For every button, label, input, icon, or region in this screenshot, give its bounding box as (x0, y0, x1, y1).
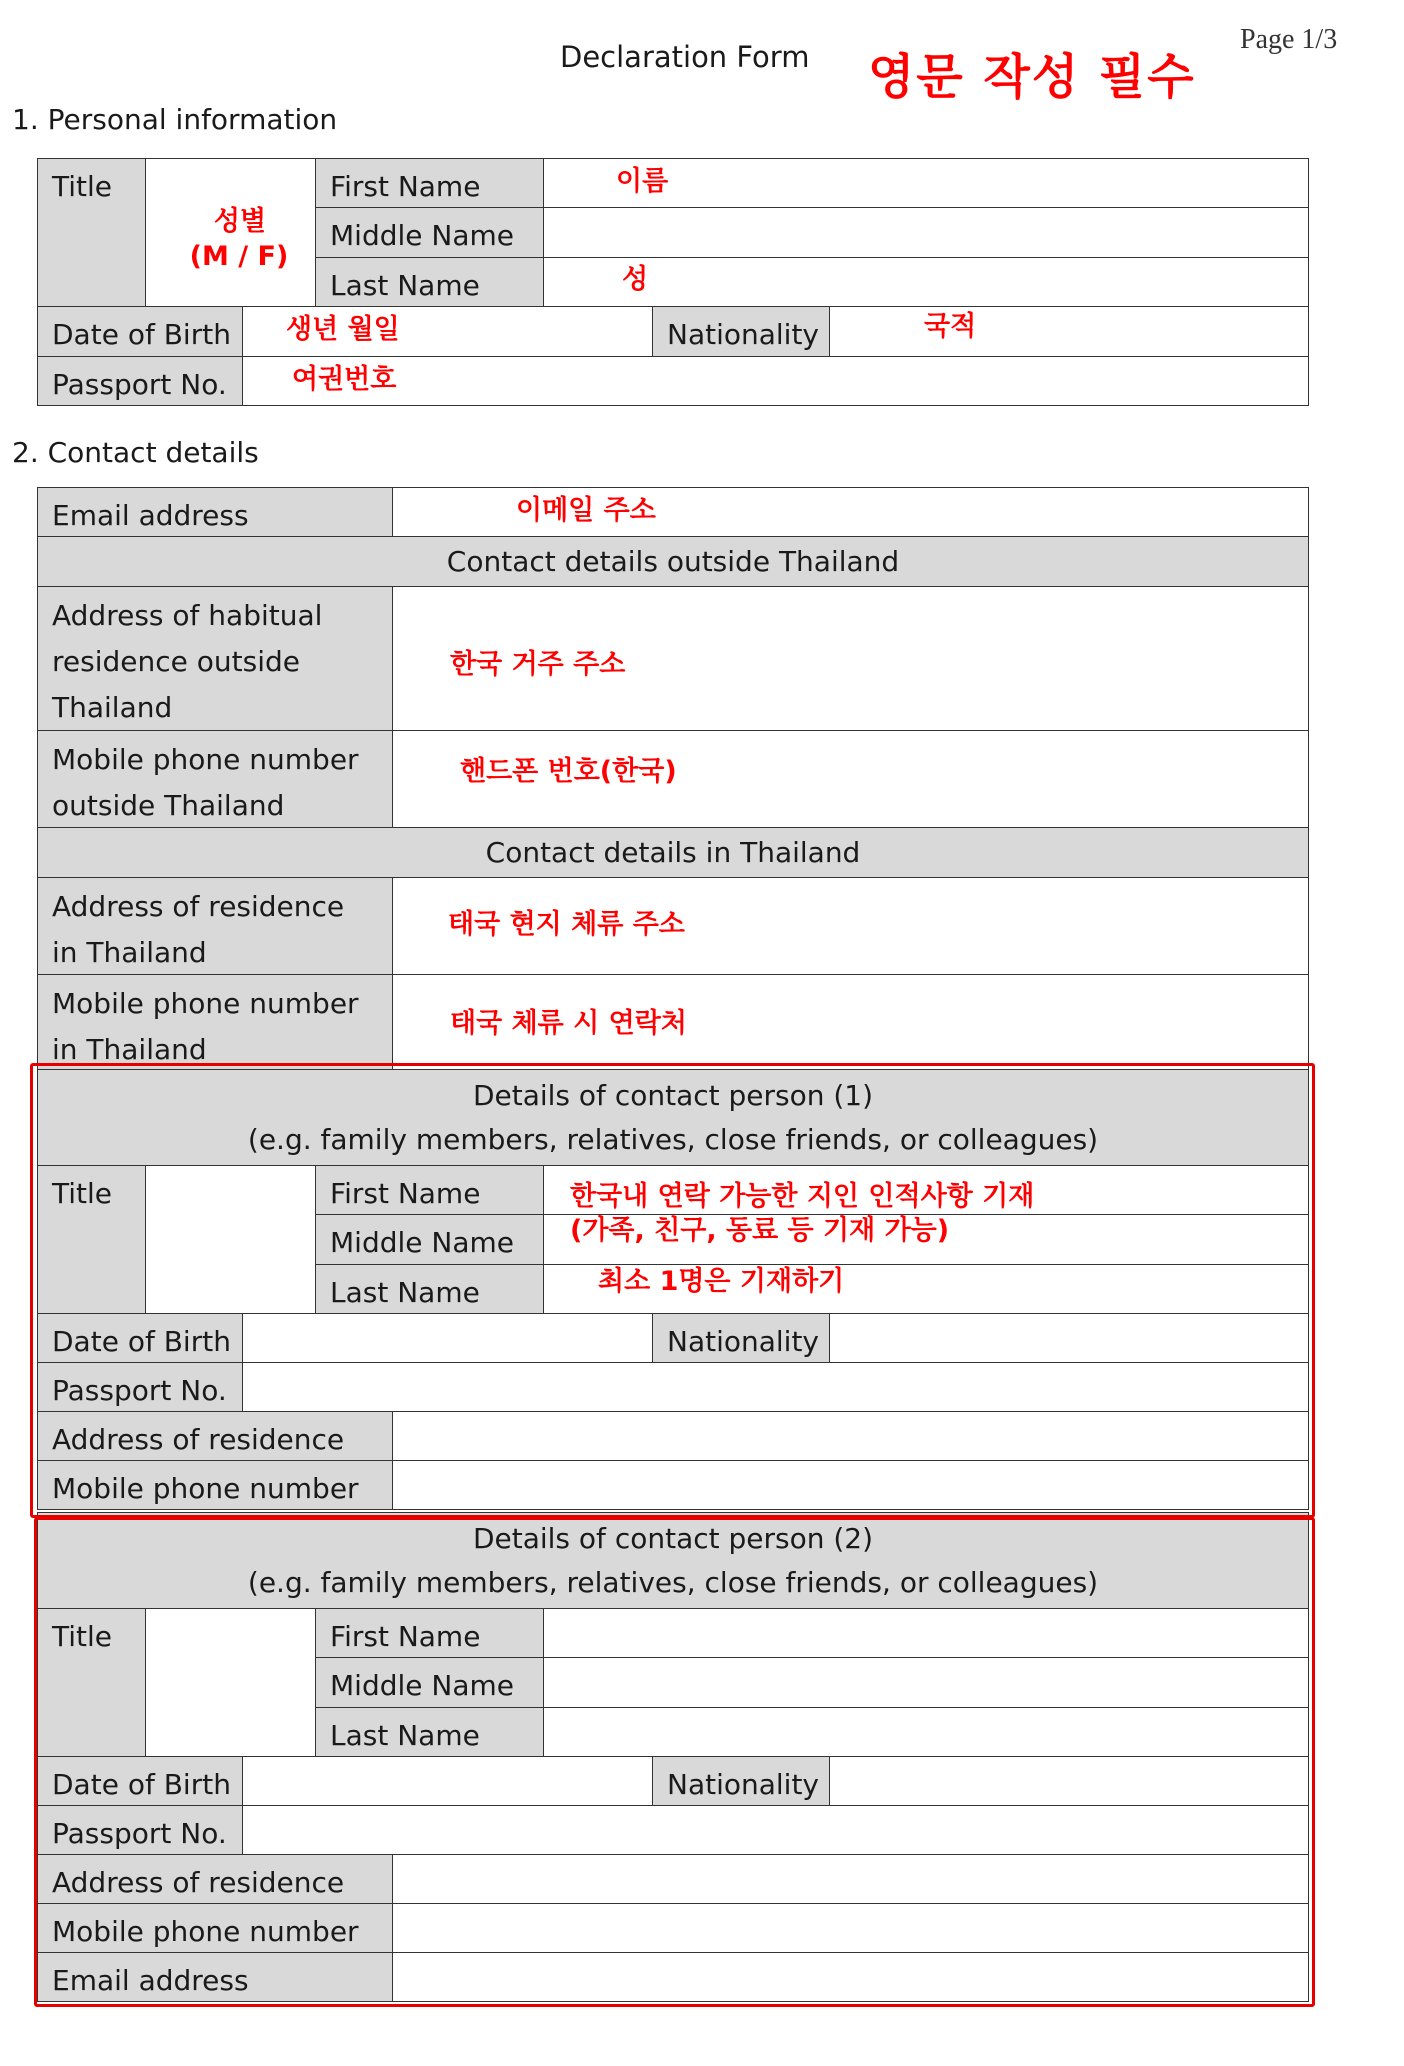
nationality-label: Nationality (667, 318, 820, 351)
dob-label-cell (37, 306, 243, 357)
annotation-contact-person-line3: 최소 1명은 기재하기 (598, 1266, 845, 1297)
first-name-label: First Name (330, 170, 481, 203)
contact-person-2-heading: Details of contact person (2) (472, 1521, 874, 1555)
section-personal-info-heading: 1. Personal information (12, 103, 338, 136)
title-label-cell (37, 158, 146, 307)
cp2-passport-label: Passport No. (52, 1817, 227, 1850)
mobile-outside-label: Mobile phone number outside Thailand (52, 743, 359, 822)
cp1-address-label: Address of residence (52, 1423, 345, 1456)
annotation-address-korea: 한국 거주 주소 (450, 649, 626, 680)
annotation-contact-person-line2: (가족, 친구, 동료 등 기재 가능) (570, 1215, 950, 1246)
first-name-label-cell (315, 158, 544, 208)
cp2-title-label: Title (52, 1620, 113, 1653)
cp2-middle-name-label: Middle Name (330, 1669, 514, 1702)
outside-thailand-heading: Contact details outside Thailand (446, 544, 900, 578)
cp1-dob-label: Date of Birth (52, 1325, 231, 1358)
annotation-nationality: 국적 (924, 311, 977, 342)
contact-person-2-highlight (34, 1517, 1315, 2007)
english-required-note: 영문 작성 필수 (868, 49, 1196, 105)
nationality-input-cell[interactable] (829, 306, 1309, 357)
nationality-label-cell (652, 306, 830, 357)
annotation-email: 이메일 주소 (516, 495, 656, 526)
last-name-input-cell[interactable] (543, 257, 1309, 307)
cp1-middle-name-label: Middle Name (330, 1226, 514, 1259)
cp2-dob-label: Date of Birth (52, 1768, 231, 1801)
cp2-address-label: Address of residence (52, 1866, 345, 1899)
passport-label-cell (37, 356, 243, 406)
cp2-email-label: Email address (52, 1964, 249, 1997)
last-name-label: Last Name (330, 269, 480, 302)
annotation-contact-person-line1: 한국내 연락 가능한 지인 인적사항 기재 (570, 1181, 1035, 1212)
page-number: Page 1/3 (1240, 24, 1338, 55)
last-name-label-cell (315, 257, 544, 307)
annotation-first-name: 이름 (616, 166, 669, 197)
cp1-passport-label: Passport No. (52, 1374, 227, 1407)
middle-name-label-cell (315, 207, 544, 258)
email-label-cell (37, 487, 393, 537)
section-contact-details-heading: 2. Contact details (12, 436, 259, 469)
contact-person-1-heading: Details of contact person (1) (472, 1078, 874, 1112)
cp2-first-name-label: First Name (330, 1620, 481, 1653)
address-outside-label: Address of habitual residence outside Thailand (52, 599, 323, 724)
contact-person-1-subheading: (e.g. family members, relatives, close friends, or colleagues) (247, 1122, 1099, 1156)
cp2-nationality-label: Nationality (667, 1768, 820, 1801)
mobile-inside-label: Mobile phone number in Thailand (52, 987, 359, 1066)
annotation-mobile-korea: 핸드폰 번호(한국) (460, 756, 677, 787)
middle-name-input-cell[interactable] (543, 207, 1309, 258)
address-inside-label-cell (37, 877, 393, 975)
passport-input-cell[interactable] (242, 356, 1309, 406)
annotation-passport: 여권번호 (292, 364, 397, 395)
mobile-inside-label-cell (37, 974, 393, 1070)
annotation-contact-thailand: 태국 체류 시 연락처 (450, 1008, 687, 1039)
passport-label: Passport No. (52, 368, 227, 401)
annotation-address-thailand: 태국 현지 체류 주소 (448, 909, 685, 940)
annotation-gender: 성별 (213, 206, 267, 237)
cp1-first-name-label: First Name (330, 1177, 481, 1210)
contact-person-2-subheading: (e.g. family members, relatives, close friends, or colleagues) (247, 1565, 1099, 1599)
cp2-mobile-label: Mobile phone number (52, 1915, 359, 1948)
cp1-last-name-label: Last Name (330, 1276, 480, 1309)
cp1-title-label: Title (52, 1177, 113, 1210)
dob-label: Date of Birth (52, 318, 231, 351)
form-title: Declaration Form (560, 40, 810, 74)
cp2-last-name-label: Last Name (330, 1719, 480, 1752)
cp1-mobile-label: Mobile phone number (52, 1472, 359, 1505)
email-label: Email address (52, 499, 249, 532)
middle-name-label: Middle Name (330, 219, 514, 252)
cp1-nationality-label: Nationality (667, 1325, 820, 1358)
in-thailand-heading-cell (37, 827, 1309, 878)
annotation-last-name: 성 (622, 264, 649, 295)
outside-thailand-heading-cell (37, 536, 1309, 587)
in-thailand-heading: Contact details in Thailand (485, 835, 861, 869)
mobile-outside-label-cell (37, 730, 393, 828)
address-outside-label-cell (37, 586, 393, 731)
address-inside-label: Address of residence in Thailand (52, 890, 345, 969)
title-label: Title (52, 170, 113, 203)
annotation-dob: 생년 월일 (286, 314, 400, 345)
annotation-gender-mf: (M / F) (189, 241, 289, 272)
